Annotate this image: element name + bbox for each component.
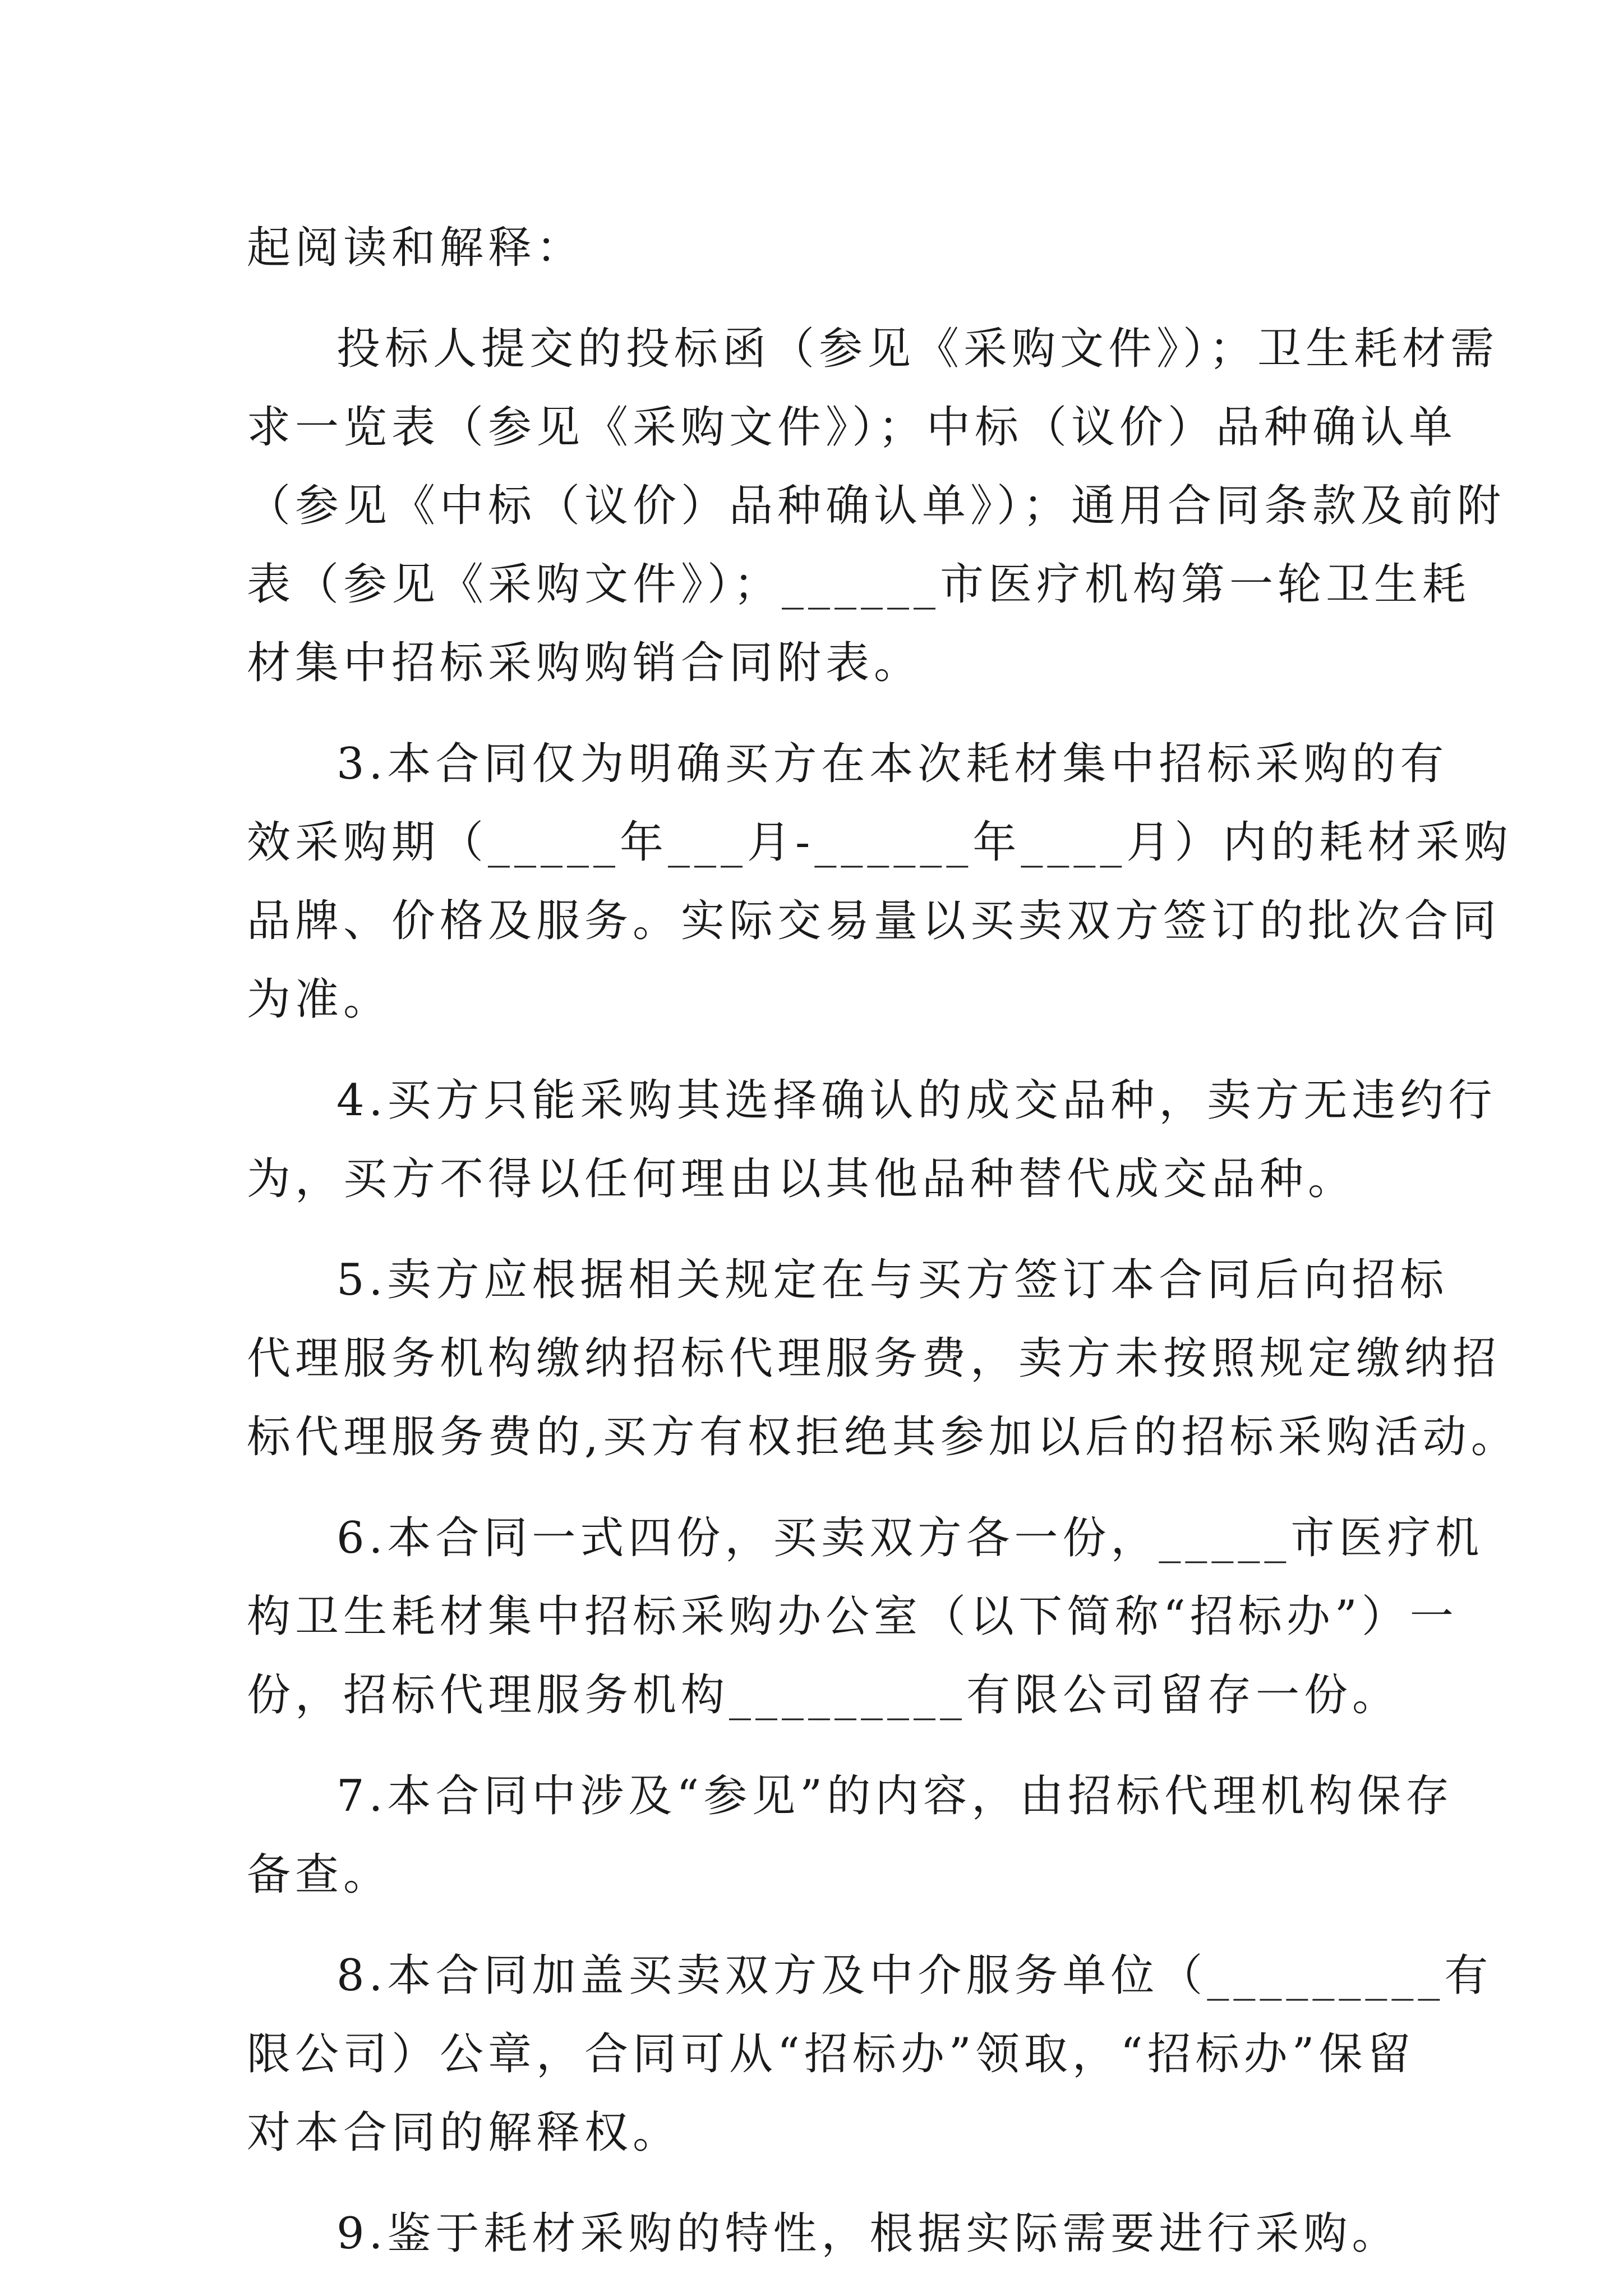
paragraph-attachments-line-1: 投标人提交的投标函（参见《采购文件》）；卫生耗材需	[336, 324, 1499, 374]
clause-8-line-1: 8.本合同加盖买卖双方及中介服务单位（_________有	[336, 1950, 1493, 2001]
clause-6-line-2: 构卫生耗材集中招标采购办公室（以下简称“招标办”）一	[247, 1591, 1458, 1642]
clause-5-line-2: 代理服务机构缴纳招标代理服务费，卖方未按照规定缴纳招	[247, 1333, 1501, 1384]
clause-6-line-1: 6.本合同一式四份，买卖双方各一份，_____市医疗机	[336, 1513, 1484, 1563]
clause-5-line-1: 5.卖方应根据相关规定在与买方签订本合同后向招标	[336, 1255, 1449, 1305]
document-body	[247, 209, 1519, 2273]
clause-7-line-2: 备查。	[247, 1849, 392, 1900]
clause-5-line-3: 标代理服务费的,买方有权拒绝其参加以后的招标采购活动。	[247, 1412, 1519, 1462]
clause-9-line-1: 9.鉴于耗材采购的特性，根据实际需要进行采购。	[336, 2208, 1400, 2259]
clause-3-line-4: 为准。	[247, 974, 392, 1025]
clause-3-line-2: 效采购期（_____年___月-______年____月）内的耗材采购	[247, 817, 1513, 868]
clause-7-line-1: 7.本合同中涉及“参见”的内容，由招标代理机构保存	[336, 1771, 1454, 1821]
clause-3-line-3: 品牌、价格及服务。实际交易量以买卖双方签订的批次合同	[247, 896, 1501, 946]
paragraph-attachments-line-4: 表（参见《采购文件》）；______市医疗机构第一轮卫生耗	[247, 559, 1471, 610]
clause-6-line-3: 份，招标代理服务机构_________有限公司留存一份。	[247, 1670, 1401, 1720]
paragraph-attachments-line-3: （参见《中标（议价）品种确认单》）；通用合同条款及前附	[247, 481, 1506, 531]
text-line-1: 起阅读和解释：	[247, 223, 585, 273]
clause-4-line-1: 4.买方只能采购其选择确认的成交品种，卖方无违约行	[336, 1075, 1497, 1126]
clause-4-line-2: 为，买方不得以任何理由以其他品种替代成交品种。	[247, 1154, 1357, 1204]
paragraph-attachments-line-2: 求一览表（参见《采购文件》）；中标（议价）品种确认单	[247, 402, 1458, 453]
clause-3-line-1: 3.本合同仅为明确买方在本次耗材集中招标采购的有	[336, 739, 1449, 789]
paragraph-attachments-line-5: 材集中招标采购购销合同附表。	[247, 638, 923, 688]
clause-8-line-2: 限公司）公章，合同可从“招标办”领取，“招标办”保留	[247, 2029, 1415, 2079]
clause-8-line-3: 对本合同的解释权。	[247, 2108, 681, 2158]
